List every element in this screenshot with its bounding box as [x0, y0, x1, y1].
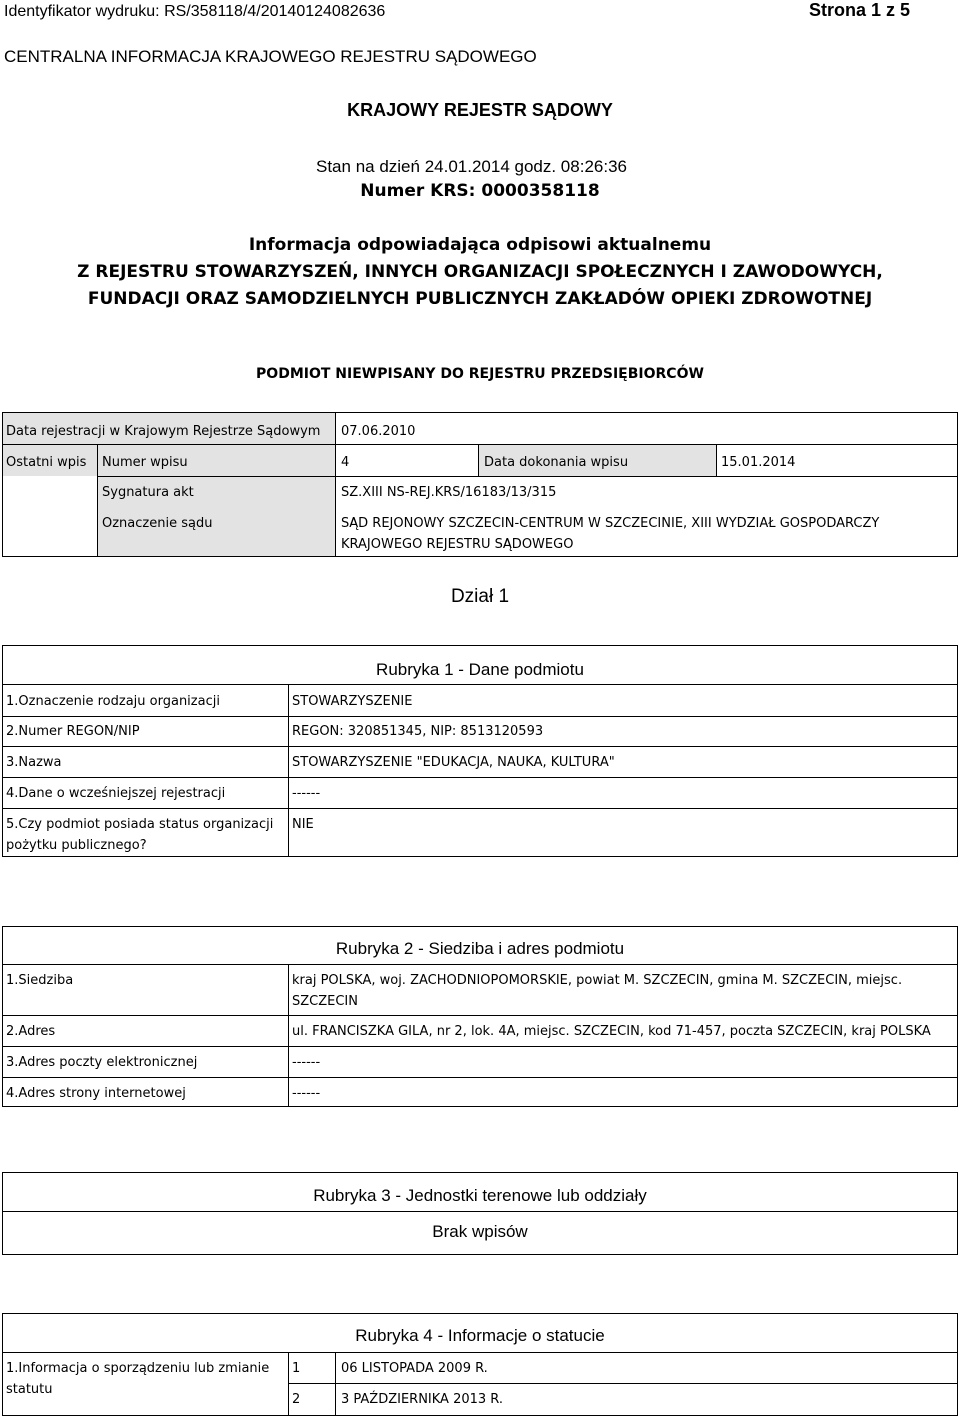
rubryka-3-empty-note: Brak wpisów: [432, 1222, 528, 1241]
r4-entry-1-value: 06 LISTOPADA 2009 R.: [341, 1361, 488, 1376]
rubryka-3-title: Rubryka 3 - Jednostki terenowe lub oddziały: [313, 1186, 647, 1205]
court-value-line2: KRAJOWEGO REJESTRU SĄDOWEGO: [341, 537, 574, 552]
signature-value: SZ.XIII NS-REJ.KRS/16183/13/315: [341, 485, 557, 500]
last-entry-label: Ostatni wpis: [6, 455, 87, 470]
r1-label-5-line2: pożytku publicznego?: [6, 838, 147, 853]
print-identifier: Identyfikator wydruku: RS/358118/4/20140124082636: [4, 3, 386, 20]
entry-date-value: 15.01.2014: [721, 455, 796, 470]
r4-label-line1: 1.Informacja o sporządzeniu lub zmianie: [6, 1361, 270, 1376]
register-name-line2: FUNDACJI ORAZ SAMODZIELNYCH PUBLICZNYCH ZAKŁADÓW OPIEKI ZDROWOTNEJ: [87, 289, 873, 309]
info-heading: Informacja odpowiadająca odpisowi aktualnemu: [248, 235, 712, 255]
entry-number-label: Numer wpisu: [102, 455, 188, 470]
r2-label-2: 2.Adres: [6, 1024, 56, 1039]
krs-number: Numer KRS: 0000358118: [360, 181, 600, 201]
rubryka-1-title: Rubryka 1 - Dane podmiotu: [376, 660, 584, 679]
entity-status-note: PODMIOT NIEWPISANY DO REJESTRU PRZEDSIĘBIORCÓW: [256, 366, 704, 382]
rubryka-2-title: Rubryka 2 - Siedziba i adres podmiotu: [335, 939, 625, 958]
r4-label-line2: statutu: [6, 1382, 53, 1397]
r4-entry-1-num: 1: [292, 1361, 301, 1376]
reg-date-value: 07.06.2010: [341, 424, 416, 439]
r1-value-4: ------: [292, 786, 321, 801]
r2-value-2: ul. FRANCISZKA GILA, nr 2, lok. 4A, miejsc. SZCZECIN, kod 71-457, poczta SZCZECIN, kraj POLSKA: [292, 1024, 931, 1039]
register-name-line1: Z REJESTRU STOWARZYSZEŃ, INNYCH ORGANIZACJI SPOŁECZNYCH I ZAWODOWYCH,: [77, 262, 883, 282]
r2-value-1-line1: kraj POLSKA, woj. ZACHODNIOPOMORSKIE, powiat M. SZCZECIN, gmina M. SZCZECIN, miejsc.: [292, 973, 903, 988]
r1-label-3: 3.Nazwa: [6, 755, 62, 770]
r2-value-4: ------: [292, 1086, 321, 1101]
r1-label-2: 2.Numer REGON/NIP: [6, 724, 140, 739]
court-label: Oznaczenie sądu: [102, 516, 213, 531]
r1-value-2: REGON: 320851345, NIP: 8513120593: [292, 724, 544, 739]
reg-date-label: Data rejestracji w Krajowym Rejestrze Sądowym: [6, 424, 321, 439]
r2-value-3: ------: [292, 1055, 321, 1070]
r1-value-1: STOWARZYSZENIE: [292, 694, 413, 709]
r1-label-5-line1: 5.Czy podmiot posiada status organizacji: [6, 817, 274, 832]
signature-label: Sygnatura akt: [102, 485, 194, 500]
r4-entry-2-num: 2: [292, 1392, 301, 1407]
r2-label-1: 1.Siedziba: [6, 973, 74, 988]
state-date: Stan na dzień 24.01.2014 godz. 08:26:36: [316, 157, 627, 176]
r2-label-3: 3.Adres poczty elektronicznej: [6, 1055, 198, 1070]
org-name: CENTRALNA INFORMACJA KRAJOWEGO REJESTRU SĄDOWEGO: [4, 47, 537, 66]
court-value-line1: SĄD REJONOWY SZCZECIN-CENTRUM W SZCZECINIE, XIII WYDZIAŁ GOSPODARCZY: [341, 516, 880, 531]
rubryka-4-title: Rubryka 4 - Informacje o statucie: [355, 1326, 605, 1345]
r2-label-4: 4.Adres strony internetowej: [6, 1086, 186, 1101]
r1-value-5: NIE: [292, 817, 314, 832]
r1-label-1: 1.Oznaczenie rodzaju organizacji: [6, 694, 220, 709]
entry-date-label: Data dokonania wpisu: [484, 455, 629, 470]
registry-title: KRAJOWY REJESTR SĄDOWY: [347, 100, 613, 120]
entry-number-value: 4: [341, 455, 350, 470]
r2-value-1-line2: SZCZECIN: [292, 994, 358, 1009]
page-number: Strona 1 z 5: [808, 0, 910, 20]
r1-label-4: 4.Dane o wcześniejszej rejestracji: [6, 786, 226, 801]
r4-entry-2-value: 3 PAŹDZIERNIKA 2013 R.: [341, 1392, 504, 1407]
section-title: Dział 1: [450, 586, 510, 607]
r1-value-3: STOWARZYSZENIE "EDUKACJA, NAUKA, KULTURA": [292, 755, 615, 770]
